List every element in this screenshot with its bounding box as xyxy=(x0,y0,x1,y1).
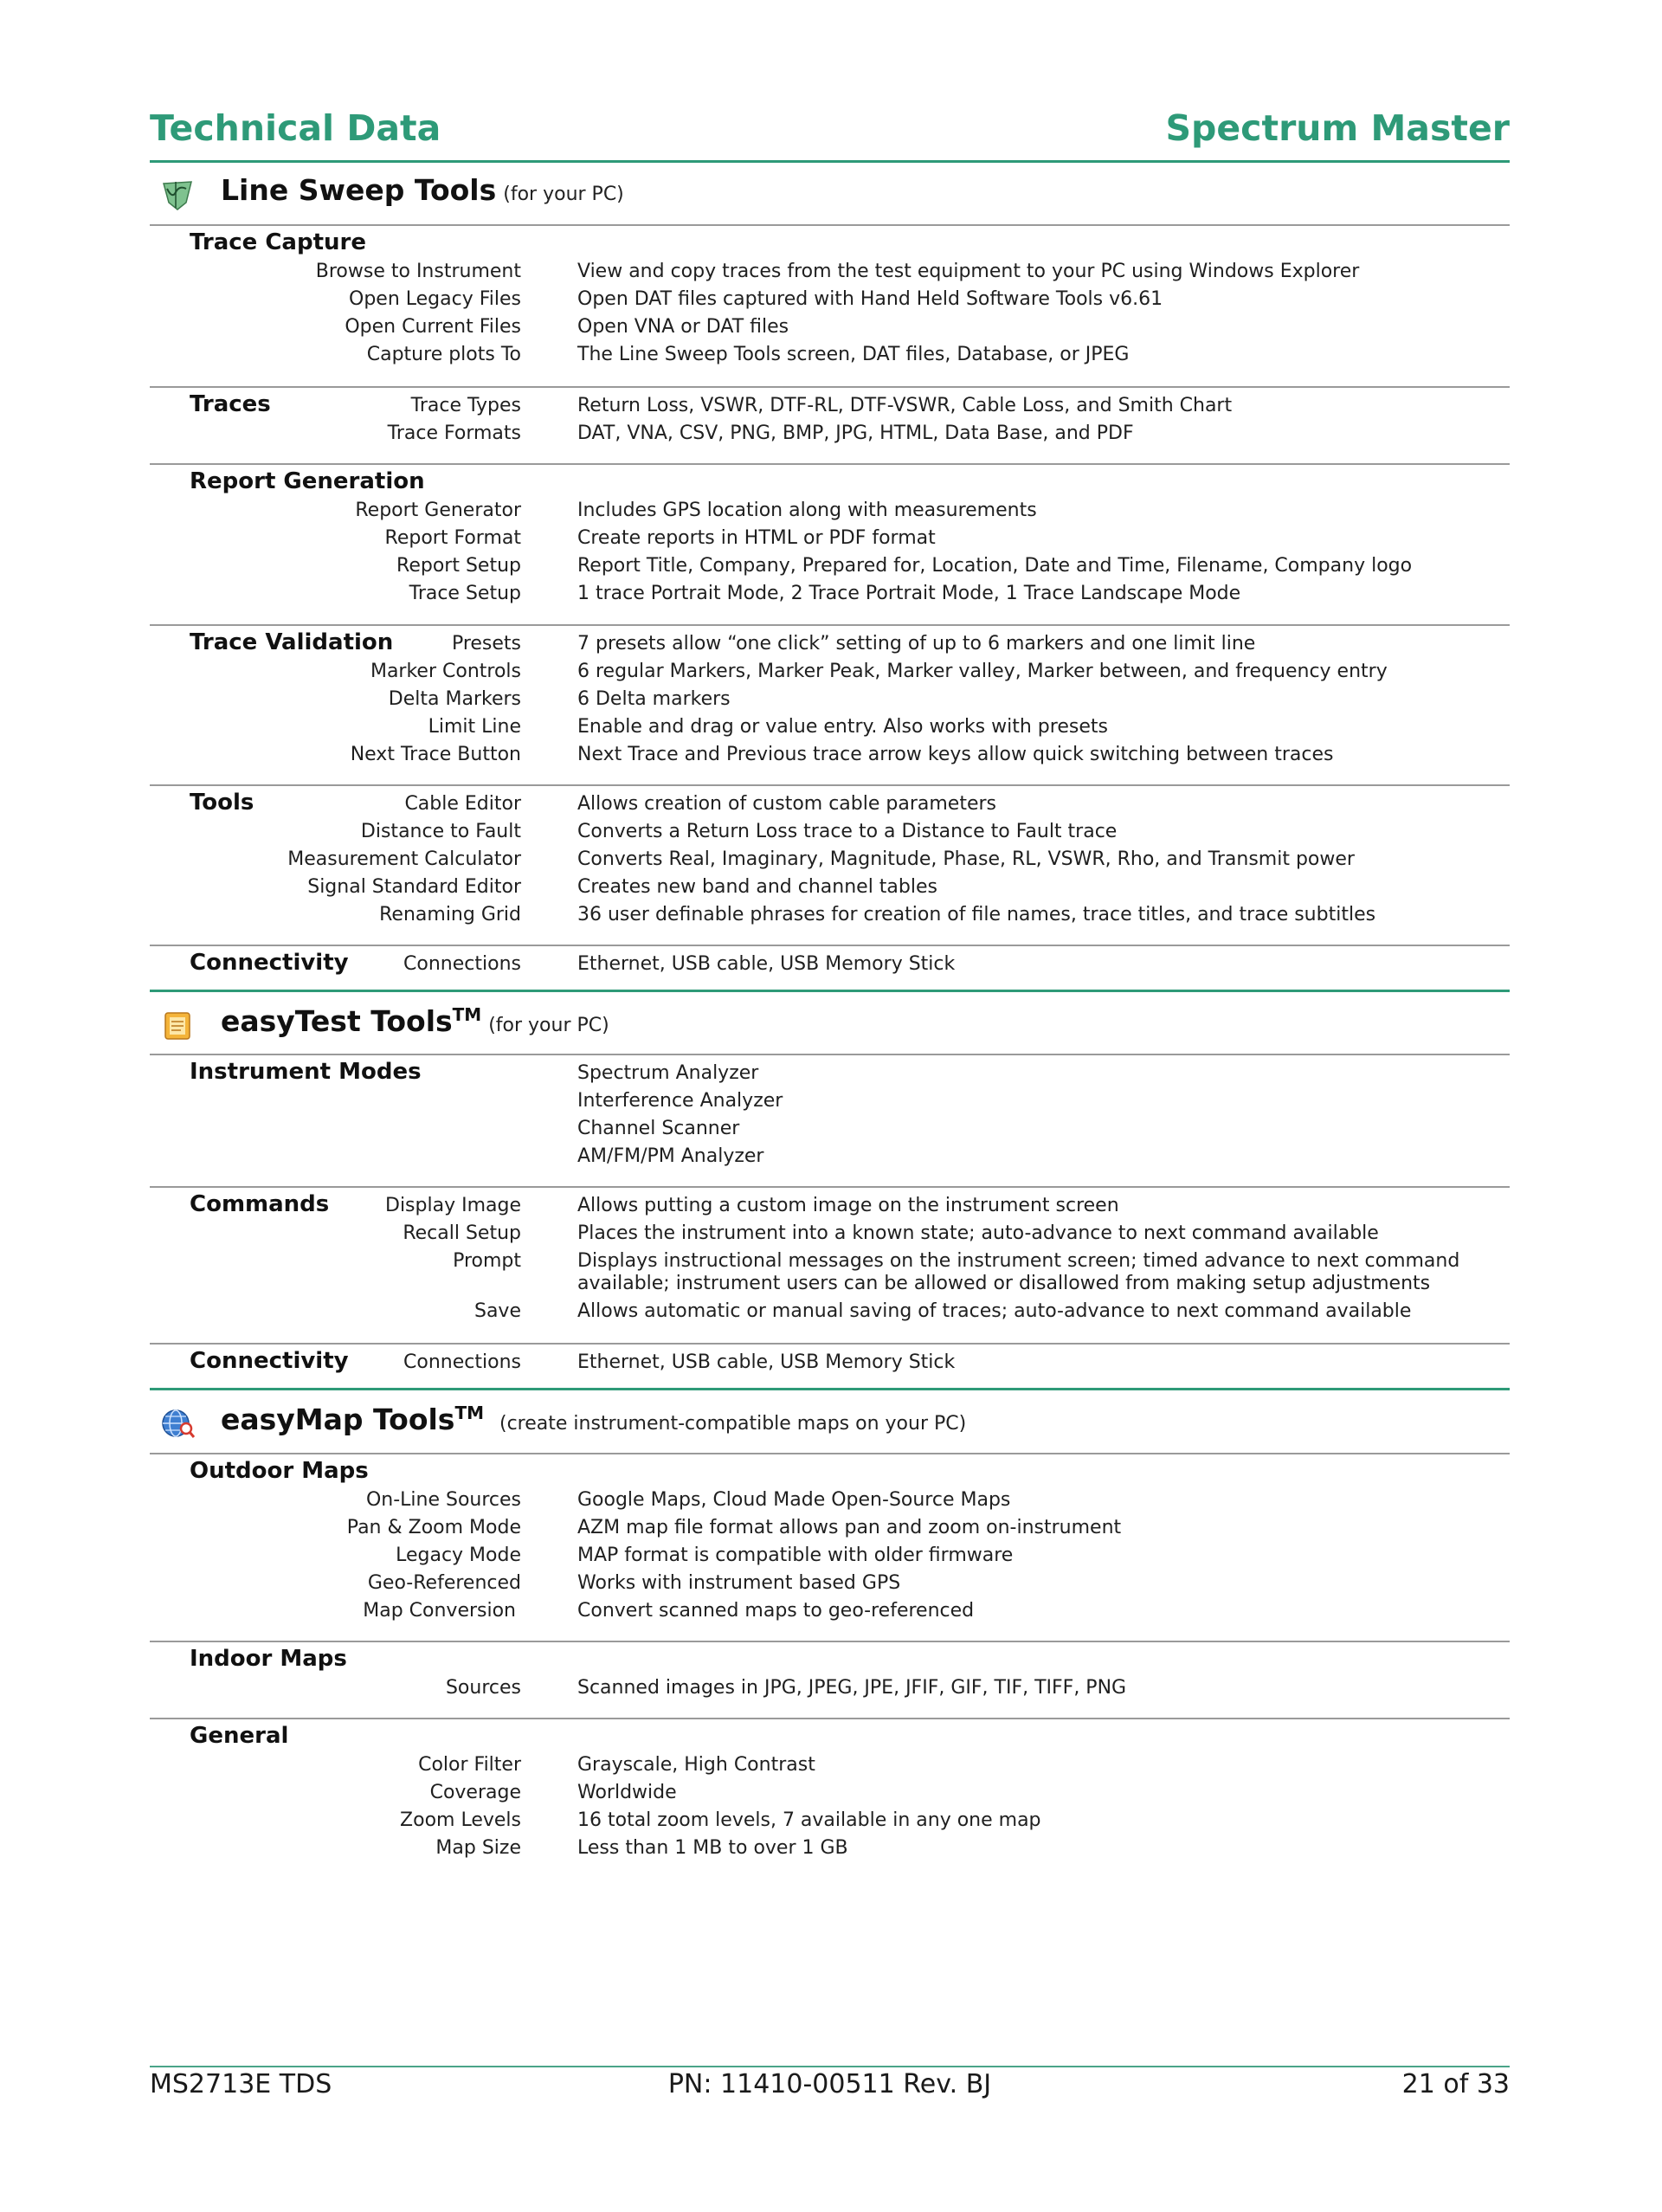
page-header xyxy=(150,102,1510,163)
row-value: Report Title, Company, Prepared for, Location, Date and Time, Filename, Company logo xyxy=(577,555,1413,577)
easymap-globe-icon xyxy=(160,1406,195,1441)
row-value: Allows automatic or manual saving of traces; auto-advance to next command available xyxy=(577,1300,1412,1322)
group-title: Instrument Modes xyxy=(190,1059,422,1085)
section-title-text xyxy=(221,1403,966,1436)
row-label: Report Generator xyxy=(355,500,521,521)
table-row xyxy=(150,1809,1510,1837)
divider xyxy=(150,1186,1510,1188)
group-title: Trace Capture xyxy=(190,229,366,255)
divider xyxy=(150,1343,1510,1345)
row-label: Map Size xyxy=(435,1837,521,1859)
line-sweep-icon xyxy=(160,177,195,211)
row-label: Prompt xyxy=(453,1250,521,1272)
table-row xyxy=(150,1351,1510,1379)
divider xyxy=(150,1718,1510,1719)
row-label: Marker Controls xyxy=(370,661,521,682)
row-value: Open DAT files captured with Hand Held Software Tools v6.61 xyxy=(577,288,1163,310)
group-title: General xyxy=(190,1723,289,1749)
table-row xyxy=(150,1545,1510,1572)
table-row xyxy=(150,848,1510,876)
row-value: Enable and drag or value entry. Also works with presets xyxy=(577,716,1108,738)
row-label: Recall Setup xyxy=(403,1222,521,1244)
row-label: Cable Editor xyxy=(404,793,521,815)
row-value: Includes GPS location along with measurements xyxy=(577,500,1037,521)
table-row xyxy=(150,716,1510,744)
table-row xyxy=(150,527,1510,555)
group-title: Tools xyxy=(190,790,254,816)
row-label: Trace Setup xyxy=(409,583,521,604)
table-row xyxy=(150,261,1510,288)
footer-part-number: PN: 11410-00511 Rev. BJ xyxy=(667,2069,992,2099)
row-label: Presets xyxy=(451,633,521,655)
row-value: 36 user definable phrases for creation of file names, trace titles, and trace subtitles xyxy=(577,904,1376,925)
group-title: Commands xyxy=(190,1191,330,1217)
row-label: Coverage xyxy=(429,1782,521,1803)
row-label: Measurement Calculator xyxy=(287,848,521,870)
row-label: Browse to Instrument xyxy=(315,261,521,282)
row-value: Create reports in HTML or PDF format xyxy=(577,527,936,549)
row-value: Places the instrument into a known state; auto-advance to next command available xyxy=(577,1222,1379,1244)
row-label: Connections xyxy=(403,1351,521,1373)
row-value: Ethernet, USB cable, USB Memory Stick xyxy=(577,953,956,975)
trademark-mark: TM xyxy=(454,1403,484,1423)
table-row xyxy=(150,876,1510,904)
row-value: DAT, VNA, CSV, PNG, BMP, JPG, HTML, Data Base, and PDF xyxy=(577,422,1134,444)
table-row xyxy=(150,1782,1510,1809)
table-row xyxy=(150,422,1510,450)
row-label: Trace Formats xyxy=(387,422,521,444)
row-label: Connections xyxy=(403,953,521,975)
row-value: Scanned images in JPG, JPEG, JPE, JFIF, GIF, TIF, TIFF, PNG xyxy=(577,1677,1127,1699)
row-value: AM/FM/PM Analyzer xyxy=(577,1145,764,1167)
table-row xyxy=(150,1754,1510,1782)
row-value: Google Maps, Cloud Made Open-Source Maps xyxy=(577,1489,1011,1511)
row-value: The Line Sweep Tools screen, DAT files, Database, or JPEG xyxy=(577,344,1130,365)
row-label: Save xyxy=(473,1300,521,1322)
footer-rule xyxy=(150,2066,1510,2067)
table-row xyxy=(150,1250,1510,1299)
divider xyxy=(150,386,1510,388)
section-title: Line Sweep Tools xyxy=(221,173,497,207)
table-row xyxy=(150,1572,1510,1600)
page-footer xyxy=(150,2069,1510,2112)
table-row xyxy=(150,744,1510,771)
row-value: 6 Delta markers xyxy=(577,688,731,710)
row-value: Convert scanned maps to geo-referenced xyxy=(577,1600,975,1622)
table-row xyxy=(150,1837,1510,1865)
table-row xyxy=(150,1517,1510,1545)
group-title: Connectivity xyxy=(190,950,349,976)
table-row xyxy=(150,1118,1510,1145)
row-label: Geo-Referenced xyxy=(367,1572,521,1594)
row-label: Open Legacy Files xyxy=(349,288,521,310)
row-value: Less than 1 MB to over 1 GB xyxy=(577,1837,848,1859)
header-title-right: Spectrum Master xyxy=(1165,107,1510,149)
row-label: Report Format xyxy=(384,527,521,549)
row-label: Capture plots To xyxy=(366,344,521,365)
row-value: Displays instructional messages on the instrument screen; timed advance to next command available; instrument users can be allowed or disallowed from making setup adjustments xyxy=(577,1250,1460,1294)
divider xyxy=(150,1453,1510,1454)
row-label: Report Setup xyxy=(396,555,521,577)
row-label: Legacy Mode xyxy=(396,1545,521,1566)
footer-doc-id: MS2713E TDS xyxy=(150,2069,332,2099)
row-label: Zoom Levels xyxy=(400,1809,521,1831)
table-row xyxy=(150,904,1510,932)
section-subtitle: (for your PC) xyxy=(503,184,624,205)
table-row xyxy=(150,1090,1510,1118)
group-title: Connectivity xyxy=(190,1348,349,1374)
group-title: Traces xyxy=(190,391,271,417)
table-row xyxy=(150,1145,1510,1173)
row-value: Spectrum Analyzer xyxy=(577,1062,759,1084)
table-row xyxy=(150,821,1510,848)
row-label: Color Filter xyxy=(418,1754,521,1776)
easytest-icon xyxy=(160,1008,195,1042)
divider xyxy=(150,463,1510,465)
group-title: Report Generation xyxy=(190,468,425,494)
divider xyxy=(150,945,1510,946)
divider xyxy=(150,1054,1510,1055)
group-title: Indoor Maps xyxy=(190,1646,347,1672)
section-divider xyxy=(150,1388,1510,1390)
row-label: Next Trace Button xyxy=(350,744,521,765)
table-row xyxy=(150,288,1510,316)
table-row xyxy=(150,395,1510,422)
table-row xyxy=(150,661,1510,688)
row-value: Allows creation of custom cable parameters xyxy=(577,793,996,815)
row-label: Map Conversion xyxy=(363,1600,516,1622)
row-value: Converts Real, Imaginary, Magnitude, Phase, RL, VSWR, Rho, and Transmit power xyxy=(577,848,1355,870)
row-value: Open VNA or DAT files xyxy=(577,316,789,338)
section-easymap-tools xyxy=(150,1394,1510,1456)
table-row xyxy=(150,633,1510,661)
row-label: Open Current Files xyxy=(345,316,521,338)
row-label: Sources xyxy=(445,1677,521,1699)
header-rule xyxy=(150,160,1510,163)
row-label: Renaming Grid xyxy=(379,904,521,925)
row-label: Delta Markers xyxy=(388,688,521,710)
row-label: Trace Types xyxy=(410,395,521,416)
row-value: Ethernet, USB cable, USB Memory Stick xyxy=(577,1351,956,1373)
row-value: AZM map file format allows pan and zoom on-instrument xyxy=(577,1517,1122,1538)
divider xyxy=(150,784,1510,786)
divider xyxy=(150,224,1510,226)
row-value: Allows putting a custom image on the instrument screen xyxy=(577,1195,1119,1216)
table-row xyxy=(150,1062,1510,1090)
table-row xyxy=(150,1600,1510,1628)
row-value: Creates new band and channel tables xyxy=(577,876,937,898)
row-label: Limit Line xyxy=(428,716,521,738)
section-line-sweep-tools xyxy=(150,164,1510,227)
row-label: Pan & Zoom Mode xyxy=(346,1517,521,1538)
row-value: Interference Analyzer xyxy=(577,1090,783,1112)
row-value: Return Loss, VSWR, DTF-RL, DTF-VSWR, Cable Loss, and Smith Chart xyxy=(577,395,1233,416)
section-divider xyxy=(150,990,1510,992)
table-row xyxy=(150,583,1510,610)
section-subtitle: (create instrument-compatible maps on your PC) xyxy=(499,1413,967,1435)
table-row xyxy=(150,688,1510,716)
row-value: Next Trace and Previous trace arrow keys allow quick switching between traces xyxy=(577,744,1334,765)
header-title-left: Technical Data xyxy=(150,107,441,149)
row-value: MAP format is compatible with older firmware xyxy=(577,1545,1014,1566)
row-value: Worldwide xyxy=(577,1782,677,1803)
row-label: Distance to Fault xyxy=(360,821,521,842)
section-title: easyTest Tools xyxy=(221,1004,453,1038)
row-value: View and copy traces from the test equipment to your PC using Windows Explorer xyxy=(577,261,1360,282)
group-title: Trace Validation xyxy=(190,629,394,655)
section-title: easyMap Tools xyxy=(221,1403,455,1436)
row-label: Display Image xyxy=(385,1195,521,1216)
table-row xyxy=(150,555,1510,583)
section-subtitle: (for your PC) xyxy=(488,1015,609,1036)
table-row xyxy=(150,793,1510,821)
row-value: 1 trace Portrait Mode, 2 Trace Portrait Mode, 1 Trace Landscape Mode xyxy=(577,583,1241,604)
row-value: 7 presets allow “one click” setting of up to 6 markers and one limit line xyxy=(577,633,1256,655)
row-value: Works with instrument based GPS xyxy=(577,1572,901,1594)
row-label: On-Line Sources xyxy=(365,1489,521,1511)
table-row xyxy=(150,344,1510,371)
trademark-mark: TM xyxy=(452,1004,482,1025)
table-row xyxy=(150,316,1510,344)
table-row xyxy=(150,1195,1510,1222)
section-title-text xyxy=(221,173,624,207)
row-value: 6 regular Markers, Marker Peak, Marker valley, Marker between, and frequency entry xyxy=(577,661,1388,682)
table-row xyxy=(150,1489,1510,1517)
row-value: Grayscale, High Contrast xyxy=(577,1754,815,1776)
table-row xyxy=(150,1300,1510,1328)
row-value: Channel Scanner xyxy=(577,1118,740,1139)
section-easytest-tools xyxy=(150,996,1510,1058)
footer-page-number: 21 of 33 xyxy=(1401,2069,1510,2099)
group-title: Outdoor Maps xyxy=(190,1458,369,1484)
table-row xyxy=(150,500,1510,527)
table-row xyxy=(150,1677,1510,1705)
row-label: Signal Standard Editor xyxy=(307,876,521,898)
row-value: Converts a Return Loss trace to a Distance to Fault trace xyxy=(577,821,1118,842)
table-row xyxy=(150,1222,1510,1250)
table-row xyxy=(150,953,1510,981)
divider xyxy=(150,1641,1510,1642)
section-title-text xyxy=(221,1004,609,1038)
row-value: 16 total zoom levels, 7 available in any one map xyxy=(577,1809,1041,1831)
divider xyxy=(150,624,1510,626)
